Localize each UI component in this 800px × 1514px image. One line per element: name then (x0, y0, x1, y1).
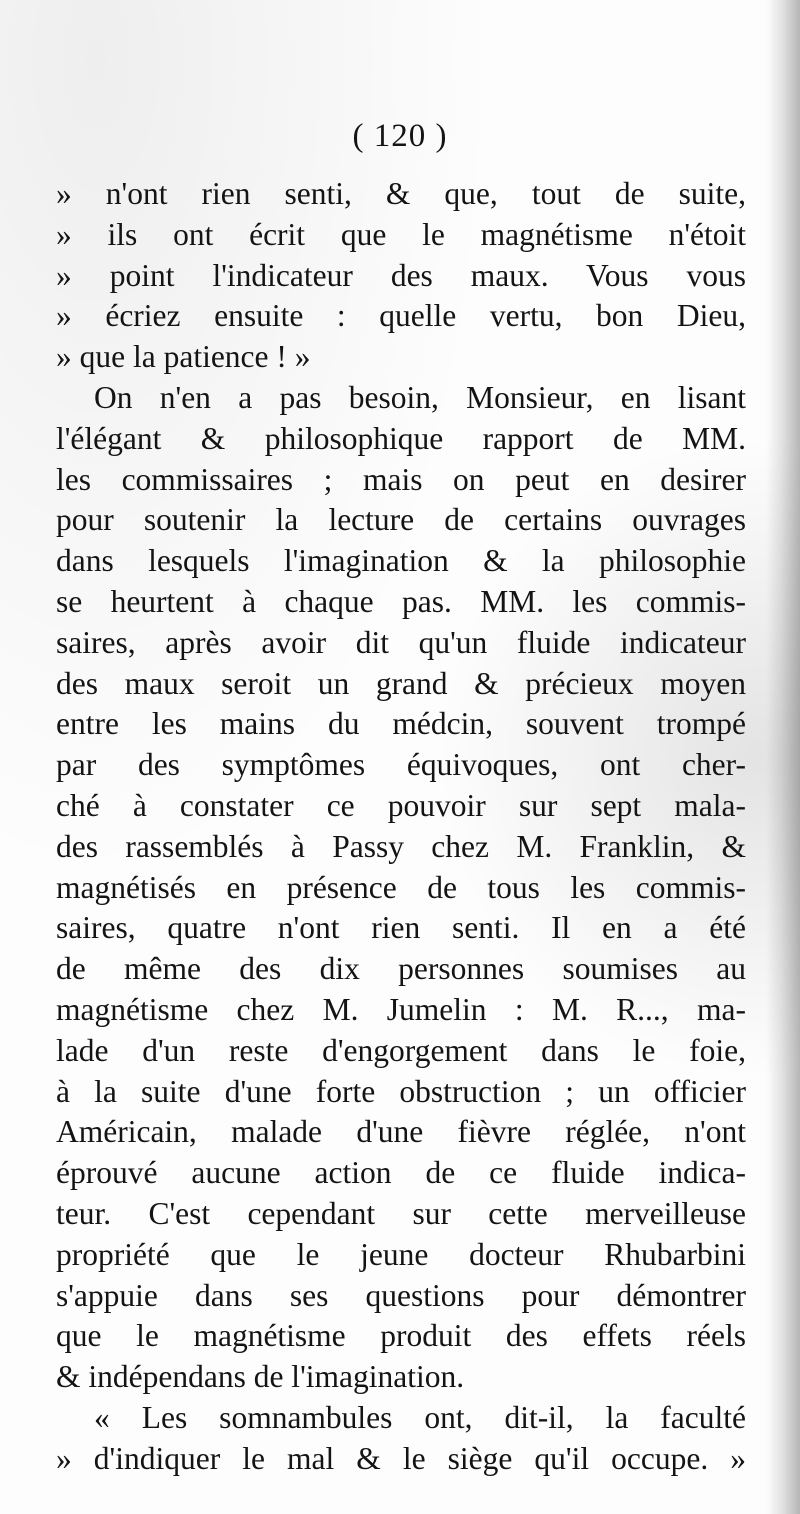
text-line: » ils ont écrit que le magnétisme n'étoit (56, 216, 746, 252)
text-line: de même des dix personnes soumises au (56, 951, 746, 987)
text-line: magnétisés en présence de tous les commis- (56, 869, 746, 905)
text-line: » n'ont rien senti, & que, tout de suite, (56, 176, 746, 211)
page-edge-shadow (766, 0, 800, 1514)
text-line: teur. C'est cependant sur cette merveilleuse (56, 1195, 746, 1231)
text-line: On n'en a pas besoin, Monsieur, en lisant (94, 379, 746, 415)
text-line: propriété que le jeune docteur Rhubarbini (56, 1236, 746, 1272)
text-line: les commissaires ; mais on peut en desirer (56, 461, 746, 497)
page-number: ( 120 ) (352, 118, 448, 154)
text-line: saires, quatre n'ont rien senti. Il en a été (56, 910, 746, 946)
text-line: éprouvé aucune action de ce fluide indica- (56, 1155, 746, 1191)
text-line: saires, après avoir dit qu'un fluide indicateur (56, 624, 746, 660)
text-line: » point l'indicateur des maux. Vous vous (56, 257, 746, 293)
text-line: à la suite d'une forte obstruction ; un officier (56, 1073, 746, 1109)
text-line: » écriez ensuite : quelle vertu, bon Dieu, (56, 298, 746, 334)
text-line: par des symptômes équivoques, ont cher- (56, 747, 746, 783)
text-line: » que la patience ! » (56, 339, 311, 375)
text-line: pour soutenir la lecture de certains ouvrages (56, 502, 746, 538)
text-line: » d'indiquer le mal & le siège qu'il occupe. » (56, 1440, 746, 1476)
text-line: dans lesquels l'imagination & la philosophie (56, 543, 746, 579)
text-line: se heurtent à chaque pas. MM. les commis- (56, 583, 746, 619)
text-line: « Les somnambules ont, dit-il, la faculté (94, 1399, 746, 1435)
text-line: & indépendans de l'imagination. (56, 1359, 465, 1395)
text-line: s'appuie dans ses questions pour démontrer (56, 1277, 746, 1313)
body-text (56, 174, 746, 1480)
text-line: l'élégant & philosophique rapport de MM. (56, 420, 746, 456)
text-line: des rassemblés à Passy chez M. Franklin, & (56, 828, 746, 864)
text-line: ché à constater ce pouvoir sur sept mala- (56, 787, 746, 823)
text-line: entre les mains du médcin, souvent trompé (56, 706, 746, 742)
text-line: magnétisme chez M. Jumelin : M. R..., ma- (56, 991, 746, 1027)
text-line: lade d'un reste d'engorgement dans le foie, (56, 1032, 746, 1068)
text-line: que le magnétisme produit des effets réels (56, 1318, 746, 1354)
text-line: des maux seroit un grand & précieux moyen (56, 665, 746, 701)
text-line: Américain, malade d'une fièvre réglée, n'ont (56, 1114, 746, 1150)
